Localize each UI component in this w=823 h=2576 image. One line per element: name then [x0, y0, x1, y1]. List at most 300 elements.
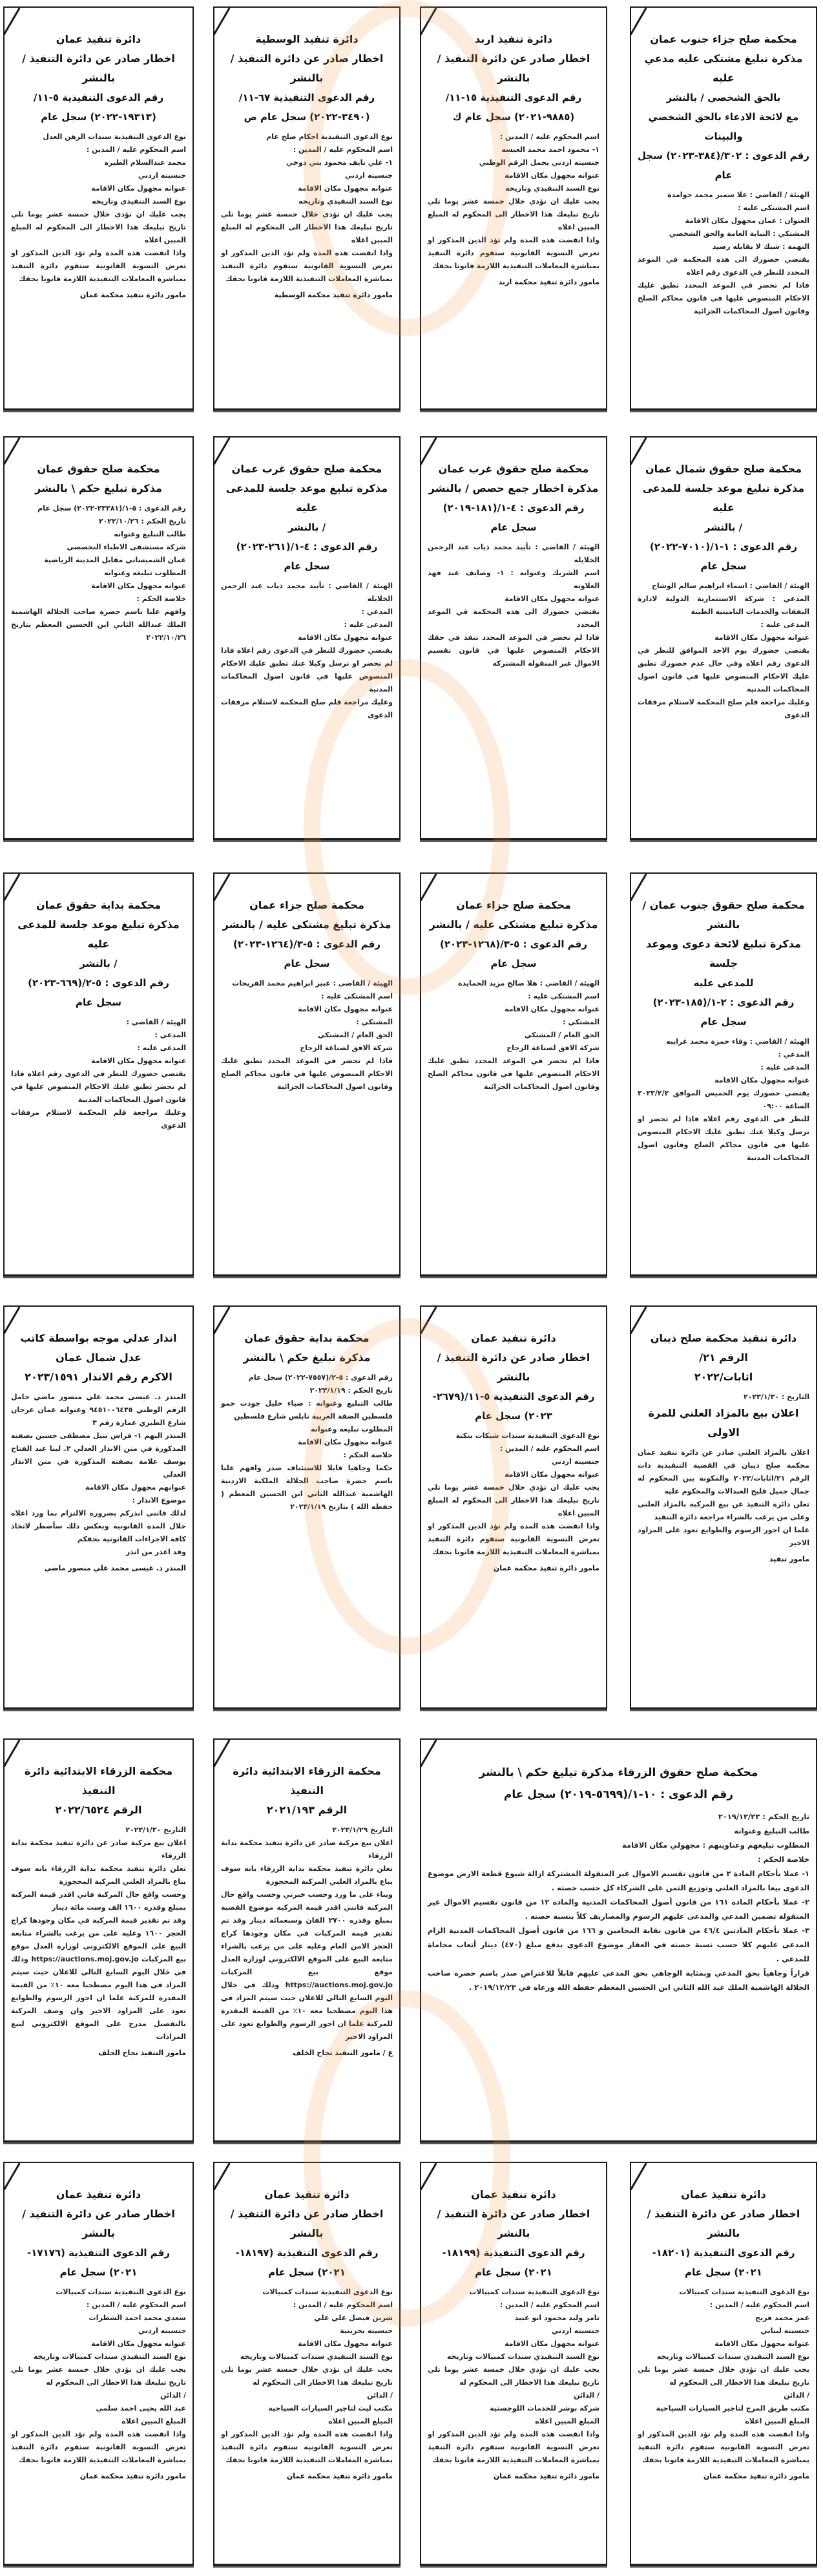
- notice-heading-line: رقم الدعوى التنفيذية ١٥-١١/: [445, 92, 582, 103]
- legal-notice: [3, 2162, 194, 2566]
- body-line: نوع الدعوى التنفيذية سندات كمبيالات: [262, 2288, 393, 2296]
- body-line: المدعي :: [154, 1031, 186, 1039]
- body-line: المدعى عليه :: [137, 1044, 186, 1052]
- body-line: عنوانه مجهول مكان الاقامة: [298, 633, 393, 642]
- notice-title: محكمة بداية حقوق عمان: [36, 899, 161, 911]
- notice-signature: مامور دائرة تنفيذ محكمة عمان: [703, 2472, 809, 2480]
- body-line: عنوانه مجهول مكان الاقامة: [91, 2339, 186, 2348]
- notice-subtitle: اعلان بيع بالمزاد العلني للمرة الاولى: [648, 1407, 799, 1439]
- notice-heading-line: اخطار صادر عن دائرة التنفيذ / بالنشر: [230, 52, 384, 84]
- notice-signature: مامور دائرة تنفيذ محكمة عمان: [286, 2472, 393, 2480]
- notice-heading-line: سجل عام: [284, 958, 330, 969]
- notice-body: [638, 1391, 809, 1404]
- body-line: قراراً وجاهياً بحق المدعي وبمثابة الوجاهي بحق المدعى عليهم قابلاً للاعتراض صدر باسم حضرة صاحب الجلالة الهاشمية الملك عبد الله الثاني ابن الحسين المعظم حفظه الله ورعاه في ٢٠١٩/١٢/٢٣ .: [428, 1969, 809, 1992]
- notice-signature: مامور تنفيذ: [769, 1555, 809, 1563]
- body-line: يجب عليك ان تؤدي خلال خمسة عشر يوما تلي تاريخ تبليغك هذا الاخطار الى المحكوم له: [428, 2365, 599, 2387]
- body-line: اسم المشتكى عليه :: [528, 992, 599, 1000]
- folded-corner-icon: [630, 872, 647, 901]
- notice-title: محكمة صلح جزاء جنوب عمان: [650, 33, 797, 45]
- body-line: واذا انقضت هذه المدة ولم تؤد الدين المذكور او تعرض التسوية القانونية ستقوم دائرة التنفيذ بمباشرة المعاملات التنفيذية اللازمة قانونا بحقك: [221, 2430, 393, 2464]
- body-line: فاذا لم تحضر في الموعد المحدد تطبق عليك الاحكام المنصوص عليها في قانون محاكم الصلح وقانون اصول المحاكمات الجزائية: [428, 1057, 599, 1091]
- notice-body: [221, 977, 393, 1093]
- folded-corner-icon: [3, 1738, 20, 1767]
- body-line: اعلان بيع مركبة صادر عن دائرة تنفيذ محكمة بداية الزرقاء: [11, 1839, 186, 1860]
- notice-heading-line: رقم الدعوى التنفيذية (١٨١٩٩-: [442, 2247, 585, 2259]
- folded-corner-icon: [420, 2162, 437, 2190]
- body-line: مكتب ليث لتاجير السيارات السياحية: [268, 2404, 393, 2412]
- notice-title: محكمة صلح حقوق عمان: [37, 463, 160, 475]
- body-line: عنوانه مجهول مكان الاقامة: [714, 1076, 809, 1084]
- notice-heading-line: رقم الدعوى التنفيذية (١٨٢٠١-: [652, 2247, 795, 2259]
- notice-heading-line: مذكرة تبليغ حكم \ بالنشر: [35, 482, 162, 494]
- body-line: طالب التبليغ وعنوانه : ضياء خليل جودت حمو فلسطين الضفة الغربية نابلس شارع فلسطين: [221, 1399, 393, 1420]
- legal-notice: [213, 436, 401, 840]
- body-line: يجب عليك ان تؤدي خلال خمسة عشر يوما تلي تاريخ تبليغك هذا الاخطار الى المحكوم له المبلغ المبين اعلاه: [221, 210, 393, 244]
- notice-title: محكمة الزرقاء الابتدائية دائرة التنفيذ: [24, 1765, 173, 1797]
- body-line: جنسيته اردني: [138, 2327, 186, 2335]
- body-line: يجب عليك ان تؤدي خلال خمسة عشر يوما تلي تاريخ تبليغك هذا الاخطار الى المحكوم له: [221, 2365, 393, 2387]
- notice-signature: مامور دائرة تنفيذ محكمة اربد: [498, 278, 599, 286]
- body-line: وبناء على ما ورد وحسب خبرتي وحسب واقع حال المركبة فانني اقدر قيمة المركبة موضوع القضية بمبلغ وقدره ٢٧٠٠ الفان وسبعمائة دينار وقد تم تقدير قيمة المركبات في مكان وجودها كراج الحجز الامن العام وعليه على من يرغب بالشراء متابعة البيع على الموقع الالكتروني لوزارة العدل موقع بيع المركبات https://auctions.moj.gov.jo وذلك في خلال اليوم السابع التالي للاعلان حيث سيتم المزاد في هذا اليوم مصطحبا معه ١٠٪ من القيمة المقدرة للمركبة علما ان اجور الرسوم والطوابع تعود على المزاود الاخير: [221, 1890, 393, 2041]
- body-line: سعدي محمد احمد الشطرات: [89, 2314, 186, 2322]
- notice-title: دائرة تنفيذ عمان: [471, 2188, 556, 2201]
- body-line: المطلوب تبليغه وعنوانه: [104, 569, 186, 577]
- body-line: طالب التبليغ وعنوانه: [734, 1826, 809, 1835]
- notice-heading-line: (١٩٣١٣-٢٠٢٢) سجل عام: [41, 111, 156, 123]
- body-line: اسم المحكوم عليه / المدين :: [499, 132, 599, 141]
- folded-corner-icon: [213, 2162, 230, 2190]
- notice-heading-line: مذكرة تبليغ مشتكى عليه / بالنشر: [222, 918, 391, 931]
- notice-title: دائرة تنفيذ اربد: [474, 33, 552, 45]
- body-line: عنوانه مجهول مكان الاقامة: [298, 1438, 393, 1446]
- notice-title: دائرة تنفيذ عمان: [471, 1332, 556, 1344]
- body-line: تعلن دائرة التنفيذ عن بيع المركبة بالمزاد العلني وعلى من يرغب بالشراء مراجعة دائرة التنفيذ: [638, 1500, 809, 1521]
- body-line: اسم المحكوم عليه / المدين :: [709, 2301, 809, 2309]
- body-line: المطلوب تبليغه وعنوانه: [311, 1425, 393, 1433]
- legal-notice: [630, 436, 817, 840]
- body-line: فاذا لم تحضر في الموعد المحدد تنفذ في حقك الاحكام المنصوص عليها في قانون تقسيم الاموال غير المنقولة المشتركة: [428, 633, 599, 668]
- body-line: جنسيته لبناني: [760, 2327, 809, 2335]
- body-line: ٢- عملا بأحكام المادة ١٦١ من قانون أصول المحاكمات المدنية والمادة ١٢ من قانون تقسيم الاموال غير المنقولة تضمين المدعي والمدعى عليهم الرسوم والمصاريف كلاً بنسبة حصته .: [428, 1897, 809, 1921]
- body-line: واذا انقضت هذه المدة ولم تؤد الدين المذكور او تعرض التسوية القانونية ستقوم دائرة التنفيذ بمباشرة المعاملات التنفيذية اللازمة قانونا بحقك: [428, 236, 599, 270]
- notice-body: [11, 502, 186, 644]
- body-line: المطلوب تبليغهم وعناوينهم : مجهولي مكان الاقامة: [621, 1841, 809, 1850]
- folded-corner-icon: [630, 2162, 647, 2190]
- body-line: المدعى عليه :: [344, 620, 393, 629]
- notice-title: دائرة تنفيذ عمان: [264, 2188, 349, 2201]
- notice-title: محكمة صلح حقوق جنوب عمان / بالنشر: [642, 899, 805, 931]
- body-line: الهيئة / القاضي : تأييد محمد ذياب عبد الرحمن الخلايله: [428, 543, 599, 564]
- notice-heading-line: / بالنشر: [79, 958, 118, 969]
- body-line: تاريخ الحكم : ٢٠٢٣/١/١٩: [309, 1386, 393, 1395]
- body-line: يقتضي حضورك للنظر في الدعوى رقم اعلاه فاذا لم تحضر او ترسل وكيلا عنك تطبق عليك الاحكام المنصوص عليها في قانون اصول المحاكمات المدنية: [221, 646, 393, 693]
- notice-heading-line: ٢٠٢٣) سجل عام: [475, 1410, 552, 1422]
- notice-body: [11, 131, 186, 286]
- notice-heading-line: اخطار صادر عن دائرة التنفيذ / بالنشر: [437, 2208, 590, 2239]
- body-line: الهيئة / القاضي : هلا صالح مزيد الحمايدة: [458, 979, 599, 987]
- legal-notice: [3, 1305, 194, 1709]
- body-line: ٣- عملا بأحكام المادتين ٤٦/٤ من قانون نقابة المحامين و ١٦٦ من قانون أصول المحاكمات المدنية الزام المدعى عليهم كلا حسب نسبة حصته في العقار موضوع الدعوى بدفع مبلغ (٤٧٠) دينار أتعاب محاماة للمدعي .: [428, 1926, 809, 1963]
- folded-corner-icon: [420, 1738, 437, 1767]
- folded-corner-icon: [213, 872, 230, 901]
- body-line: شركة مستشفى الاطباء التخصصي: [67, 543, 186, 551]
- body-line: عنوانه مجهول مكان الاقامة: [505, 1005, 599, 1013]
- body-line: عنوانه مجهول مكان الاقامة: [505, 1470, 599, 1479]
- notice-heading-line: ٢٠٢١) سجل عام: [268, 2266, 346, 2278]
- notice-body: [428, 541, 599, 670]
- body-line: شركة بوشر للخدمات اللوجستية: [490, 2404, 599, 2412]
- body-line: الهيئة / القاضي : علا سمير محمد حوامدة: [667, 191, 809, 199]
- body-line: اسم المحكوم عليه / المدين :: [293, 2301, 393, 2309]
- notice-heading-line: اخطار صادر عن دائرة التنفيذ / بالنشر: [22, 52, 175, 84]
- body-line: يجب عليك ان تؤدي خلال خمسة عشر يوما تلي تاريخ تبليغك هذا الاخطار الى المحكوم له المبلغ المبين اعلاه: [428, 1483, 599, 1517]
- body-line: المنذر اليهم ١- فراس نبيل مصطفى حسين بصفته المذكورة في متن الانذار العدلي ٢. لينا عبد الفتاح يوسف علامة بصفته المذكورة في متن الانذار العدلي: [11, 1431, 187, 1479]
- notice-title: دائرة تنفيذ عمان: [56, 2188, 141, 2201]
- body-line: يقتضي حضورك الى هذه المحكمة في الموعد المحدد للنظر في الدعوى رقم اعلاه: [638, 255, 809, 277]
- notice-body: [221, 580, 393, 722]
- body-line: / الدائن: [367, 2391, 393, 2400]
- folded-corner-icon: [420, 436, 437, 465]
- body-line: عمان الشميساني مقابل المدينة الرياضية: [44, 556, 186, 564]
- notice-heading-line: رقم الدعوى : ٢-١/(١٨٥-٢٠٢٣): [652, 997, 795, 1008]
- legal-notice: [3, 6, 194, 410]
- notice-heading-line: رقم الدعوى : ٥-٣/(١٢٦٤-٢٠٢٣): [233, 938, 380, 950]
- body-line: تعلن دائرة تنفيذ محكمة بداية الزرقاء بانه سوف يباع بالمزاد العلني المركبة المحجوزة: [221, 1864, 393, 1886]
- body-line: واذا انقضت هذه المدة ولم تؤد الدين المذكور او تعرض التسوية القانونية ستقوم دائرة التنفيذ بمباشرة المعاملات التنفيذية اللازمة قانونا بحقك: [428, 2430, 599, 2464]
- folded-corner-icon: [3, 436, 20, 465]
- body-line: التاريخ ٢٠٢٣/١/٢٩: [332, 1826, 393, 1834]
- legal-notice: [420, 436, 607, 840]
- body-line: ١- عملا بأحكام المادة ٢ من قانون تقسيم الاموال غير المنقولة المشتركة ازالة شيوع قطعة الارض موضوع الدعوى بيعا بالمزاد العلني وتوزيع الثمن على الشركاء كل حسب حصته .: [428, 1869, 810, 1892]
- legal-notice: [3, 1738, 194, 2142]
- legal-notice: [630, 2162, 817, 2566]
- notice-heading-line: رقم الدعوى : ٤-١/(١٨١-٢٠١٩): [443, 502, 585, 514]
- body-line: واذا انقضت هذه المدة ولم تؤد الدين المذكور او تعرض التسوية القانونية ستقوم دائرة التنفيذ بمباشرة المعاملات التنفيذية اللازمة قانونا بحقك: [428, 1522, 599, 1556]
- body-line: نوع السند التنفيذي سندات كمبيالات وتاريخه: [33, 2352, 186, 2361]
- legal-notice: [213, 2162, 401, 2566]
- body-line: اسم المحكوم عليه / المدين :: [499, 2301, 599, 2309]
- notice-heading-line: مذكرة تبليغ مشتكى عليه / بالنشر: [429, 918, 598, 931]
- notice-heading-line: سجل عام: [490, 958, 537, 969]
- body-line: المبلغ المبين اعلاه: [328, 2417, 393, 2425]
- folded-corner-icon: [213, 436, 230, 465]
- notice-body: [638, 2286, 809, 2467]
- body-line: / الدائن: [574, 2391, 599, 2400]
- folded-corner-icon: [3, 2162, 20, 2190]
- body-line: يقتضي حضورك الى هذه المحكمة في الموعد المحدد: [428, 607, 599, 629]
- body-line: يقتضي حضورك يوم الاحد الموافق للنظر في الدعوى رقم اعلاه وفي حال عدم حضورك تطبق عليك الاحكام المنصوص عليها في قانون اصول المحاكمات المدنية: [638, 646, 809, 693]
- notice-heading-line: مذكرة تبليغ لائحة دعوى وموعد جلسة: [646, 938, 801, 969]
- body-line: علما ان اجور الرسوم والطوابع تعود على المزاود الاخير: [638, 1526, 809, 1547]
- body-line: التاريخ : ٢٠٢٣/١/٣٠: [743, 1393, 809, 1401]
- folded-corner-icon: [213, 1305, 230, 1334]
- body-line: وعليك مراجعة قلم المحكمة لاستلام مرفقات الدعوى: [11, 1108, 186, 1130]
- notice-body: [638, 1446, 809, 1550]
- legal-notice: [630, 6, 817, 410]
- body-line: الهيئة / القاضي :: [126, 1018, 186, 1026]
- body-line: نوع الدعوى التنفيذية سندات كمبيالات: [56, 2288, 186, 2296]
- body-line: وعليك مراجعة قلم صلح المحكمة لاستلام مرفقات الدعوى: [221, 698, 393, 719]
- notice-heading-line: مذكرة تبليغ مشتكى عليه مدعي عليه: [644, 52, 803, 84]
- notice-heading-line: اثابات/٢٠٢٢: [694, 1371, 753, 1383]
- body-line: واذا انقضت هذه المدة ولم تؤد الدين المذكور او تعرض التسوية القانونية ستقوم دائرة التنفيذ بمباشرة المعاملات التنفيذية اللازمة قانونا بحقك: [11, 2430, 186, 2464]
- body-line: اسم المحكوم عليه / المدين :: [293, 145, 393, 154]
- body-line: عمر محمد فريح: [755, 2314, 809, 2322]
- notice-signature: مامور دائرة تنفيذ محكمة عمان: [493, 2472, 599, 2480]
- folded-corner-icon: [630, 6, 647, 35]
- notice-heading-line: رقم الدعوى : ١-١/(٧٠١٠-٢٠٢٢): [650, 541, 797, 553]
- notice-title: دائرة تنفيذ محكمة صلح ذيبان الرقم ٢١/: [650, 1332, 797, 1364]
- body-line: عنوانه مجهول مكان الاقامة: [505, 595, 599, 603]
- notice-heading-line: ٢٠٢١) سجل عام: [59, 2266, 138, 2278]
- body-line: اسم الشريك وعنوانه : ١- وصايف عبد فهد العلاونه: [428, 569, 599, 590]
- notice-heading-line: اخطار صادر عن دائرة التنفيذ / بالنشر: [230, 2208, 384, 2239]
- body-line: اعلان بالمزاد العلني صادر عن دائرة تنفيذ عمان محكمة صلح ذيبان في القضية التنفيذية ذات الرقم ٢١/اثابات/٢٠٢٢ والمكونة بين المحكوم له جمال جميل فليح العبدالات والمحكوم عليه: [638, 1448, 809, 1495]
- notice-title: محكمة صلح جزاء عمان: [249, 899, 364, 911]
- legal-notice: [420, 872, 607, 1276]
- body-line: يجب عليك ان تؤدي خلال خمسة عشر يوما تلي تاريخ تبليغك هذا الاخطار الى المحكوم له: [11, 2365, 186, 2387]
- body-line: جنسيته اردني: [551, 1457, 599, 1466]
- body-line: جنسيته بحرينية: [340, 2327, 393, 2335]
- body-line: نوع الدعوى التنفيذية سندات كمبيالات: [469, 2288, 599, 2296]
- legal-notice: [420, 6, 607, 410]
- legal-notice: [213, 872, 401, 1276]
- body-line: عنوانه مجهول مكان الاقامة: [298, 2339, 393, 2348]
- body-line: اعلان بيع مركبة صادر عن دائرة تنفيذ محكمة بداية الزرقاء: [221, 1839, 393, 1860]
- notice-title: محكمة الزرقاء الابتدائية دائرة التنفيذ: [233, 1765, 381, 1797]
- notice-title: دائرة تنفيذ عمان: [681, 2188, 766, 2201]
- notice-heading-line: رقم الدعوى : ٥-٣/(١٢٦٨-٢٠٢٣): [440, 938, 587, 950]
- body-line: المنذر د. عيسى محمد علي منصور ماضي حامل الرقم الوطني ٩٤٥١٠٠٦٤٣٥ وعنوانه عمان عرجان شارع الطبري عمارة رقم ٣: [11, 1393, 186, 1427]
- notice-heading-line: مذكرة تبليغ حكم \ بالنشر: [243, 1351, 371, 1364]
- body-line: الهيئة / القاضي : عبير ابراهيم محمد الفريحات: [232, 979, 393, 987]
- notice-body: [11, 2286, 186, 2467]
- notice-heading-line: مذكرة تبليغ موعد جلسة للمدعى عليه: [642, 482, 805, 514]
- body-line: عنوانه مجهول مكان الاقامة: [505, 171, 599, 180]
- body-line: اسم المشتكى عليه :: [321, 992, 393, 1000]
- body-line: اسم المشتكى عليه :: [738, 204, 809, 212]
- body-line: التاريخ ٢٠٢٣/١/٣٠: [125, 1826, 186, 1834]
- body-line: نوع السند التنفيذي وتاريخه: [505, 184, 599, 193]
- folded-corner-icon: [213, 1738, 230, 1767]
- notice-body: [221, 131, 393, 286]
- body-line: المشتكي :: [356, 1018, 393, 1026]
- body-line: التهمة : شيك لا يقابله رصيد: [712, 242, 809, 251]
- notice-body: [428, 1810, 809, 1994]
- body-line: المدعي :: [361, 607, 393, 616]
- notice-heading-line: بالحق الشخصي / بالنشر: [666, 92, 781, 103]
- body-line: المدعى عليه :: [760, 1063, 809, 1072]
- notice-heading-line: سجل عام: [490, 522, 537, 533]
- folded-corner-icon: [420, 1305, 437, 1334]
- notice-title: محكمة صلح جزاء عمان: [456, 899, 571, 911]
- legal-notice: [3, 436, 194, 840]
- body-line: يقتضي حضورك يوم الخميس الموافق ٢٠٢٣/٢/٢ الساعة ٠٩:٠٠: [638, 1089, 809, 1110]
- body-line: جنسيته اردني: [138, 171, 186, 180]
- body-line: فاذا لم تحضر في الموعد المحدد تطبق عليك الاحكام المنصوص عليها في قانون محاكم الصلح وقانون اصول المحاكمات الجزائية: [638, 281, 809, 315]
- notice-heading-line: اخطار صادر عن دائرة التنفيذ / بالنشر: [647, 2208, 800, 2239]
- body-line: نوع الدعوى التنفيذية سندات الرهن العدل: [43, 132, 186, 141]
- body-line: تامر وليد محمود ابو عبيد: [514, 2314, 599, 2322]
- notice-heading-line: مذكرة تبليغ موعد جلسة للمدعى عليه: [225, 482, 388, 514]
- legal-notice: [213, 6, 401, 410]
- notice-heading-line: اخطار صادر عن دائرة التنفيذ / بالنشر: [22, 2208, 175, 2239]
- body-line: اسم المحكوم عليه / المدين :: [86, 145, 186, 154]
- body-line: اسم المحكوم عليه / المدين :: [499, 1444, 599, 1453]
- body-line: محمد عبدالسلام الطيره: [104, 158, 186, 167]
- notice-heading-line: رقم الدعوى التنفيذية ٦٧-١١/: [238, 92, 375, 103]
- body-line: الهيئة / القاضي : وفاء حمزة محمد غرايبه: [665, 1037, 809, 1046]
- legal-notice: [213, 1305, 401, 1709]
- notice-heading-line: رقم الدعوى : ٤-١/(٢٦١-٢٠٢٣): [236, 541, 378, 553]
- legal-notice: [630, 872, 817, 1276]
- notice-signature: المنذر د. عيسى محمد علي منصور ماضي: [44, 1564, 186, 1572]
- body-line: / الدائن: [784, 2391, 809, 2400]
- body-line: الحق العام / المشتكي: [317, 1031, 393, 1039]
- body-line: خلاصة الحكم :: [343, 1451, 393, 1459]
- notice-body: [428, 2286, 599, 2467]
- notice-heading-line: اخطار صادر عن دائرة التنفيذ / بالنشر: [437, 1351, 590, 1383]
- legal-notice: [420, 1305, 607, 1709]
- notice-heading-line: / بالنشر: [287, 522, 326, 533]
- notice-title: محكمة بداية حقوق عمان: [244, 1332, 370, 1344]
- notice-signature: مامور دائرة تنفيذ محكمة عمان: [493, 1564, 599, 1572]
- notice-signature: ع / مامور التنفيذ نجاح الخلف: [293, 2049, 393, 2057]
- body-line: خلاصة الحكم :: [136, 595, 186, 603]
- notice-body: [428, 1430, 599, 1559]
- legal-notice: [630, 1305, 817, 1709]
- body-line: يجب عليك ان تؤدي خلال خمسة عشر يوما تلي تاريخ تبليغك هذا الاخطار الى المحكوم له: [638, 2365, 809, 2387]
- notice-heading-line: رقم الدعوى : ٥-٢/(٦٦٩-٢٠٢٣): [28, 977, 169, 989]
- body-line: جنسيته اردني يحمل الرقم الوطني: [479, 158, 599, 167]
- notice-body: [11, 1824, 186, 2043]
- body-line: عنوانه مجهول مكان الاقامة: [505, 2339, 599, 2348]
- body-line: شركة الافق لصناعة الزجاج: [300, 1044, 393, 1052]
- notice-title: انذار عدلي موجه بواسطة كاتب عدل شمال عمان: [20, 1332, 177, 1364]
- body-line: طالب التبليغ وعنوانه: [114, 530, 186, 538]
- body-line: شركة الافق لصناعة الزجاج: [506, 1044, 599, 1052]
- notice-title: محكمة صلح حقوق الزرقاء مذكرة تبليغ حكم \ بالنشر: [479, 1766, 758, 1779]
- notice-body: [221, 1371, 393, 1514]
- body-line: المدعي : شركة الاستثمارية الدولية لادارة النفقات والخدمات التامينية الطبية: [638, 595, 809, 616]
- body-line: مكتب طريق المرج لتاجير السيارات السياحية: [656, 2404, 809, 2412]
- notice-title: محكمة صلح حقوق غرب عمان: [231, 463, 382, 475]
- notice-heading-line: سجل عام: [700, 1016, 747, 1028]
- body-line: المدعي :: [778, 1050, 809, 1059]
- notice-body: [638, 580, 809, 722]
- body-line: نوع الدعوى التنفيذية احكام صلح عام: [266, 132, 393, 141]
- body-line: نوع السند التنفيذي سندات كمبيالات وتاريخه: [656, 2352, 809, 2361]
- body-line: تاريخ الحكم : ٢٠١٩/١٢/٢٣: [718, 1812, 809, 1821]
- body-line: وافهم علنا باسم حضرة صاحب الجلالة الهاشمية الملك عبدالله الثاني ابن الحسين المعظم بتاريخ ٢٠٢٢/١٠/٢٦: [11, 607, 186, 642]
- body-line: رقم الدعوى : ٥-٢/(٧٥٥٧-٢٠٢٢) سجل عام: [248, 1373, 393, 1382]
- legal-notice: [213, 1738, 401, 2142]
- notice-signature: مامور دائرة تنفيذ محكمة الوسطية: [274, 291, 393, 299]
- body-line: اسم المحكوم عليه / المدين :: [86, 2301, 186, 2309]
- notice-body: [221, 2286, 393, 2467]
- folded-corner-icon: [3, 872, 20, 901]
- body-line: يجب عليك ان تؤدي خلال خمسة عشر يوما تلي تاريخ تبليغك هذا الاخطار الى المحكوم له المبلغ المبين اعلاه: [428, 197, 599, 231]
- notice-title: محكمة صلح حقوق غرب عمان: [438, 463, 589, 475]
- folded-corner-icon: [420, 872, 437, 901]
- notice-heading-line: الرقم ٢٠٢٢/٦٥٢٤: [55, 1804, 142, 1816]
- notice-body: [428, 131, 599, 273]
- body-line: خلاصة الحكم :: [758, 1855, 809, 1864]
- body-line: الهيئة / القاضي : اسماء ابراهيم سالم الوشاح: [651, 582, 809, 590]
- body-line: ١- علي نايف محمود بني دوخي: [286, 158, 393, 167]
- notice-heading-line: (٩٨٨٥-٢٠٢١) سجل عام ك: [452, 111, 575, 123]
- notice-heading-line: سجل عام: [700, 560, 747, 572]
- body-line: وقد اعذر من انذر: [125, 1548, 186, 1556]
- folded-corner-icon: [630, 436, 647, 465]
- body-line: المبلغ المبين اعلاه: [535, 2417, 599, 2425]
- notice-heading-line: والبينات: [704, 131, 743, 142]
- body-line: نوع الدعوى التنفيذية سندات شيكات بنكية: [455, 1431, 599, 1440]
- body-line: تعلن دائرة تنفيذ محكمة بداية الزرقاء بانه سوف يباع بالمزاد العلني المركبة المحجوزة: [11, 1864, 186, 1886]
- notice-heading-line: رقم الدعوى التنفيذية ٥-١١/(٢٦٧٩-: [432, 1391, 595, 1402]
- legal-notice: [3, 872, 194, 1276]
- notice-heading-line: الاكرم رقم الانذار ٢٠٢٣/١٥٩١: [25, 1371, 172, 1383]
- body-line: وحسب واقع حال المركبة فاني اقدر قيمة المركبة بمبلغ وقدره ١٦٠٠ الف وست مائة دينار: [11, 1890, 186, 1912]
- body-line: عنوانه مجهول مكان الاقامة: [91, 1057, 186, 1065]
- body-line: نوع الدعوى التنفيذية سندات كمبيالات: [679, 2288, 809, 2296]
- body-line: حكما وجاهيا قابلا للاستئناف صدر وافهم علنا باسم حضرة صاحب الجلالة الملكية الاردنية الهاشمية عبدالله الثاني ابن الحسين المعظم ( حفظه الله ) بتاريخ ٢٠٢٣/١/١٩: [221, 1464, 393, 1511]
- folded-corner-icon: [213, 6, 230, 35]
- body-line: عنوانهم مجهول مكان الاقامة: [85, 1483, 186, 1492]
- notice-signature: مامور دائرة تنفيذ محكمة عمان: [79, 2472, 186, 2480]
- body-line: الحق العام / المشتكي: [524, 1031, 599, 1039]
- notice-heading-line: رقم الدعوى التنفيذية ٥-١١/: [33, 92, 164, 103]
- body-line: موضوع الانذار :: [132, 1496, 186, 1504]
- body-line: واذا انقضت هذه المدة ولم تؤد الدين المذكور او تعرض التسوية القانونية ستقوم دائرة التنفيذ بمباشرة المعاملات التنفيذية اللازمة قانونا بحقك: [11, 249, 186, 283]
- body-line: نوع السند التنفيذي وتاريخه: [298, 197, 393, 206]
- body-line: العنوان : عمان مجهول مكان الاقامة: [685, 216, 809, 225]
- notice-heading-line: مذكرة تبليغ موعد جلسة للمدعى عليه: [17, 918, 180, 950]
- notice-title: دائرة تنفيذ عمان: [56, 33, 141, 45]
- body-line: نوع السند التنفيذي سندات كمبيالات وتاريخه: [240, 2352, 393, 2361]
- body-line: جنسيته اردني: [551, 2327, 599, 2335]
- notice-heading-line: رقم الدعوى التنفيذية (١٨١٩٧-: [235, 2247, 379, 2259]
- body-line: المشتكي :: [563, 1018, 599, 1026]
- body-line: عنوانه مجهول مكان الاقامة: [714, 633, 809, 642]
- body-line: واذا انقضت هذه المدة ولم تؤد الدين المذكور او تعرض التسوية القانونية ستقوم دائرة التنفيذ بمباشرة المعاملات التنفيذية اللازمة قانونا بحقك: [221, 249, 393, 283]
- body-line: تاريخ الحكم : ٢٠٢٢/١٠/٢٦: [98, 517, 186, 525]
- body-line: عنوانه مجهول مكان الاقامة: [298, 1005, 393, 1013]
- body-line: للنظر في الدعوى رقم اعلاه فاذا لم تحضر او ترسل وكيلا عنك تطبق عليك الاحكام المنصوص عليها في قانون محاكم الصلح وقانون اصول المحاكمات المدنية: [638, 1115, 809, 1162]
- folded-corner-icon: [420, 6, 437, 35]
- folded-corner-icon: [3, 6, 20, 35]
- body-line: عنوانه مجهول مكان الاقامة: [714, 2339, 809, 2348]
- body-line: عنوانه مجهول مكان الاقامة: [91, 582, 186, 590]
- body-line: يجب عليك ان تؤدي خلال خمسة عشر يوما تلي تاريخ تبليغك هذا الاخطار الى المحكوم له المبلغ المبين اعلاه: [11, 210, 186, 244]
- legal-notice: [420, 2162, 607, 2566]
- notice-heading-line: اخطار صادر عن دائرة التنفيذ / بالنشر: [437, 52, 590, 84]
- notice-heading-line: رقم الدعوى : ٣٠٢/(٣٨٤-٢٠٢٣) سجل عام: [638, 150, 809, 181]
- notice-heading-line: الرقم ٢٠٢١/١٩٣: [266, 1804, 348, 1816]
- body-line: الهيئة / القاضي : تأييد محمد ذياب عبد الرحمن الخلايله: [221, 582, 393, 603]
- notice-heading-line: سجل عام: [284, 560, 330, 572]
- body-line: المبلغ المبين اعلاه: [745, 2417, 809, 2425]
- body-line: شرين فيصل علي علي: [314, 2314, 393, 2322]
- notice-heading-line: ٢٠٢١) سجل عام: [475, 2266, 552, 2278]
- body-line: يقتضي حضورك للنظر في الدعوى رقم اعلاه فاذا لم تحضر تطبق عليك الاحكام المنصوص عليها في قانون اصول المحاكمات المدنية: [11, 1070, 186, 1104]
- notice-body: [428, 977, 599, 1093]
- notice-heading-line: للمدعى عليه: [693, 977, 754, 989]
- folded-corner-icon: [3, 1305, 20, 1334]
- body-line: المدعى عليه :: [760, 620, 809, 629]
- notice-heading-line: رقم الدعوى التنفيذية (١٧١٧٦-: [27, 2247, 170, 2259]
- body-line: عبد الله يحيى احمد سلمي: [96, 2404, 186, 2412]
